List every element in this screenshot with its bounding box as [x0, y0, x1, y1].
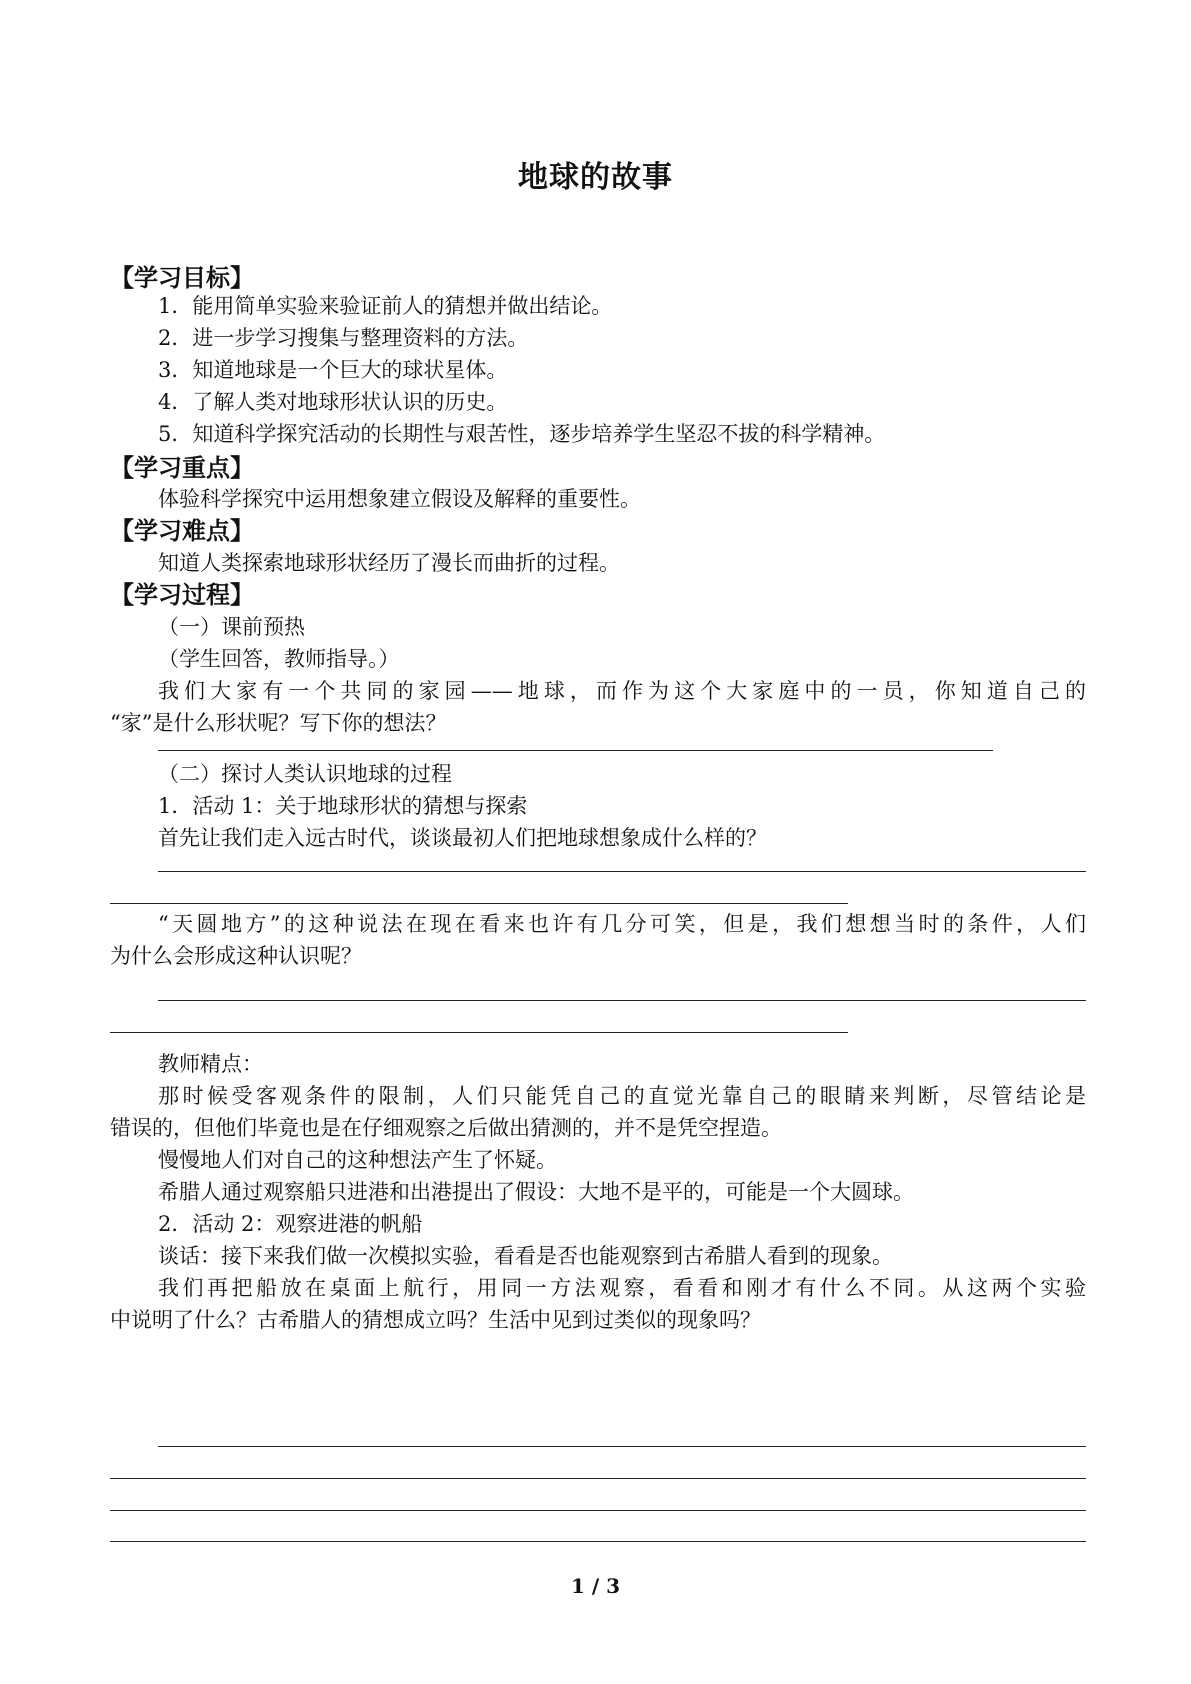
goal-item: 2．进一步学习搜集与整理资料的方法。	[158, 326, 529, 350]
activity-1-title: 1．活动 1：关于地球形状的猜想与探索	[158, 794, 528, 818]
difficulty-heading: 【学习难点】	[110, 516, 254, 545]
question-3-line1: “天圆地方”的这种说法在现在看来也许有几分可笑，但是，我们想想当时的条件，人们	[158, 912, 1086, 936]
goal-item: 1．能用简单实验来验证前人的猜想并做出结论。	[158, 294, 613, 318]
teacher-text-line1: 那时候受客观条件的限制，人们只能凭自己的直觉光靠自己的眼睛来判断，尽管结论是	[158, 1084, 1086, 1108]
page-title: 地球的故事	[518, 160, 673, 195]
part2-title: （二）探讨人类认识地球的过程	[158, 762, 452, 786]
greek-hypothesis-text: 希腊人通过观察船只进港和出港提出了假设：大地不是平的，可能是一个大圆球。	[158, 1180, 914, 1204]
question-1-line2: “家”是什么形状呢？写下你的想法？	[110, 711, 447, 735]
question-3-line2: 为什么会形成这种认识呢？	[110, 944, 362, 968]
talk-text: 谈话：接下来我们做一次模拟实验，看看是否也能观察到古希腊人看到的现象。	[158, 1244, 893, 1268]
goal-item: 5．知道科学探究活动的长期性与艰苦性，逐步培养学生坚忍不拔的科学精神。	[158, 422, 886, 446]
question-1-line1: 我们大家有一个共同的家园——地球，而作为这个大家庭中的一员，你知道自己的	[158, 679, 1086, 703]
question-4-line1: 我们再把船放在桌面上航行，用同一方法观察，看看和刚才有什么不同。从这两个实验	[158, 1276, 1086, 1300]
focus-text: 体验科学探究中运用想象建立假设及解释的重要性。	[158, 487, 641, 511]
part1-note: （学生回答，教师指导。）	[158, 647, 400, 671]
goal-item: 4．了解人类对地球形状认识的历史。	[158, 390, 508, 414]
answer-line	[158, 871, 1086, 872]
teacher-text-line2: 错误的，但他们毕竟也是在仔细观察之后做出猜测的，并不是凭空捏造。	[110, 1116, 782, 1140]
answer-line	[158, 750, 993, 751]
page-number: 1 / 3	[570, 1574, 621, 1598]
answer-line	[110, 1032, 848, 1033]
process-heading: 【学习过程】	[110, 580, 254, 609]
part1-title: （一）课前预热	[158, 615, 305, 639]
answer-line	[110, 1510, 1086, 1511]
answer-line	[110, 1478, 1086, 1479]
goal-item: 3．知道地球是一个巨大的球状星体。	[158, 358, 508, 382]
answer-line	[110, 903, 848, 904]
answer-line	[158, 1000, 1086, 1001]
focus-heading: 【学习重点】	[110, 453, 254, 482]
doubt-text: 慢慢地人们对自己的这种想法产生了怀疑。	[158, 1148, 557, 1172]
goal-heading: 【学习目标】	[110, 263, 254, 292]
question-4-line2: 中说明了什么？古希腊人的猜想成立吗？生活中见到过类似的现象吗？	[110, 1308, 761, 1332]
answer-line	[110, 1541, 1086, 1542]
answer-line	[158, 1446, 1086, 1447]
teacher-label: 教师精点：	[158, 1052, 263, 1076]
question-2: 首先让我们走入远古时代，谈谈最初人们把地球想象成什么样的？	[158, 826, 767, 850]
activity-2-title: 2．活动 2：观察进港的帆船	[158, 1212, 423, 1236]
difficulty-text: 知道人类探索地球形状经历了漫长而曲折的过程。	[158, 551, 620, 575]
